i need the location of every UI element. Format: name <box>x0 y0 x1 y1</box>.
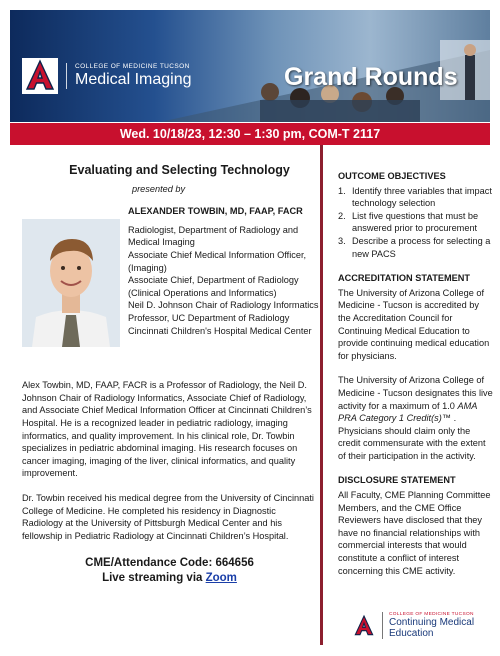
speaker-role: Associate Chief, Department of Radiology (Clinical Operations and Informatics) <box>128 275 299 298</box>
medical-imaging-logo <box>22 58 192 94</box>
header-banner <box>10 10 490 122</box>
accreditation-title: ACCREDITATION STATEMENT <box>338 273 471 284</box>
speaker-role: Professor, UC Department of Radiology <box>128 312 290 323</box>
speaker-role: Associate Chief Medical Information Officer, (Imaging) <box>128 249 307 273</box>
cme-info <box>22 556 317 586</box>
left-column <box>22 164 317 586</box>
bio-paragraph: Alex Towbin, MD, FAAP, FACR is a Professor of Radiology, the Neil D. Johnson Chair of Radiology Informatics, Associate Chief of Radiology, and Associate Chief Medical Information Officer at Cincinnati Children’s Hospital. He is a recognized leader in pediatric radiology, imaging informatics, and quality improvement. In his clinical role, Dr. Towbin specializes in pediatric abdominal imaging. His research focuses on cancer imaging, imaging of the liver, clinical informatics, and quality improvement. <box>22 380 312 479</box>
disclosure-title: DISCLOSURE STATEMENT <box>338 475 456 486</box>
speaker-role: Cincinnati Children's Hospital Medical Center <box>128 325 312 336</box>
live-streaming-line <box>22 571 317 586</box>
university-a-icon <box>22 58 58 94</box>
university-a-icon <box>352 614 376 638</box>
accreditation-text: The University of Arizona College of Medicine - Tucson is accredited by the Accreditation Council for Continuing Medical Education to provide continuing medical education for physicians. <box>338 287 490 361</box>
right-column <box>338 170 493 589</box>
cme-logo <box>352 612 474 639</box>
speaker-photo <box>22 219 120 347</box>
speaker-section <box>22 205 317 365</box>
footer-college-line: COLLEGE OF MEDICINE TUCSON <box>389 612 474 617</box>
designation-text: The University of Arizona College of Medicine - Tucson designates this live activity for a maximum of 1.0 AMA PRA Category 1 Credit(s)™ . Physicians should claim only the credit commensurate with the extent of their participation in the activity. <box>338 375 493 461</box>
presented-by: presented by <box>132 183 186 194</box>
disclosure-text: All Faculty, CME Planning Committee Members, and the CME Office Reviewers have disclosed that they have no financial relationships with commercial interests that would constitute a conflict of interest concerning this CME activity. <box>338 490 491 576</box>
objective-text: List five questions that must be answered prior to procurement <box>352 210 479 234</box>
zoom-link[interactable]: Zoom <box>205 572 237 585</box>
speaker-role: Radiologist, Department of Radiology and Medical Imaging <box>128 224 299 248</box>
objective-item: 2. List five questions that must be answered prior to procurement <box>338 210 493 235</box>
objectives-title: OUTCOME OBJECTIVES <box>338 171 446 181</box>
objective-text: Describe a process for selecting a new PACS <box>352 235 491 259</box>
objective-item: 1. Identify three variables that impact technology selection <box>338 185 492 209</box>
speaker-bio <box>22 379 317 542</box>
talk-title: Evaluating and Selecting Technology <box>69 163 290 177</box>
footer-line-2: Education <box>389 628 434 639</box>
live-streaming-prefix: Live streaming via <box>102 572 206 585</box>
objectives-list <box>338 185 493 261</box>
college-line: COLLEGE OF MEDICINE TUCSON <box>75 63 190 70</box>
bio-paragraph: Dr. Towbin received his medical degree from the University of Cincinnati College of Medicine. He completed his residency in Diagnostic Radiology at the University of Pittsburgh Medical Center and his fellowship in Pediatric Radiology at Cincinnati Children’s Hospital. <box>22 492 314 541</box>
attendance-code: CME/Attendance Code: 664656 <box>85 557 254 570</box>
objective-item: 3. Describe a process for selecting a new PACS <box>338 235 493 260</box>
grand-rounds-title: Grand Rounds <box>284 63 458 91</box>
department-name: Medical Imaging <box>75 71 192 88</box>
footer-line-1: Continuing Medical <box>389 617 475 628</box>
speaker-role: Neil D. Johnson Chair of Radiology Informatics <box>128 300 319 311</box>
speaker-name: ALEXANDER TOWBIN, MD, FAAP, FACR <box>128 206 303 217</box>
event-date-bar: Wed. 10/18/23, 12:30 – 1:30 pm, COM-T 2117 <box>10 123 490 145</box>
objective-text: Identify three variables that impact technology selection <box>352 185 492 209</box>
